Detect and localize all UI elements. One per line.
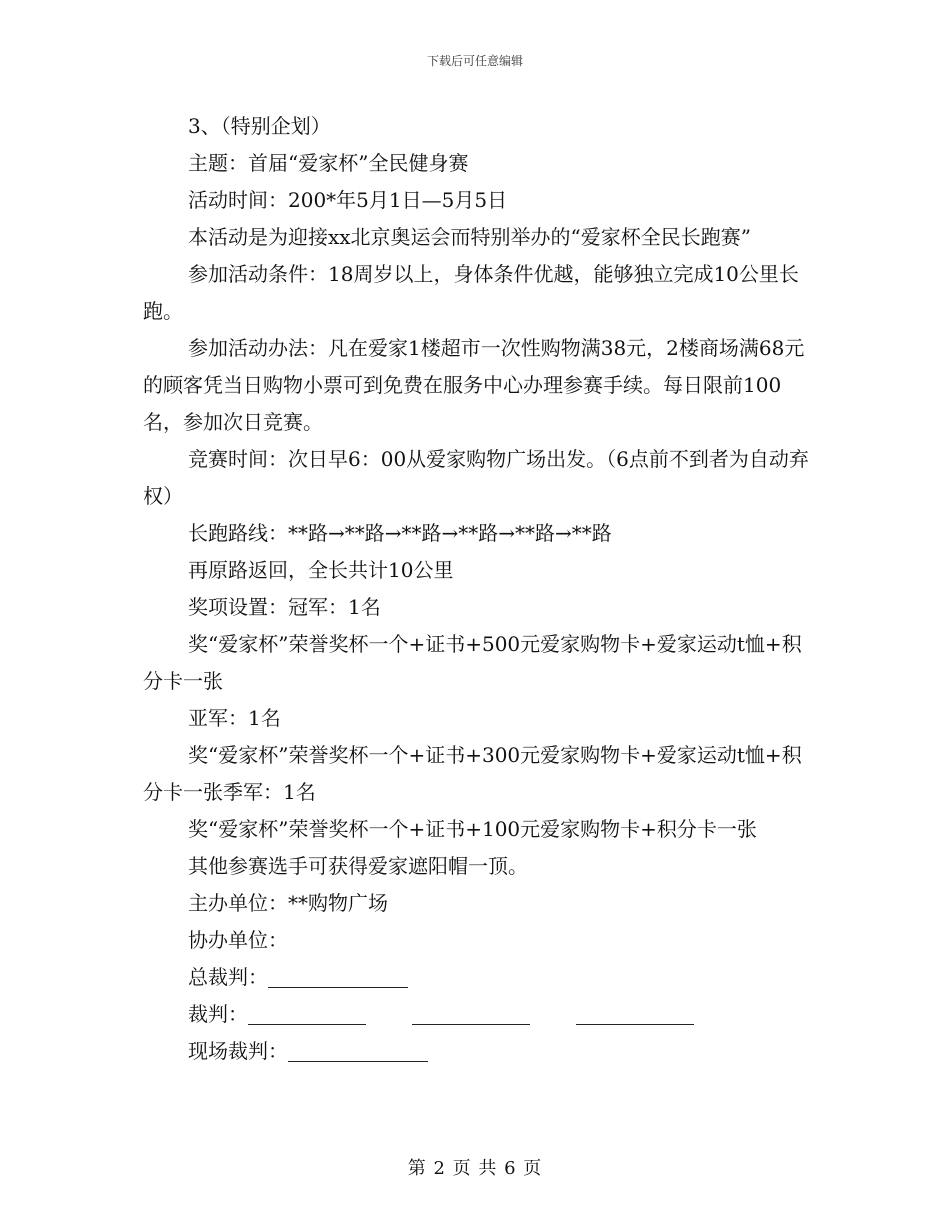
- return-route-line: 再原路返回，全长共计10公里: [188, 558, 454, 582]
- referee-label: 裁判：: [188, 1002, 248, 1026]
- organizer-line: 主办单位：**购物广场: [188, 891, 388, 915]
- onsite-referee-blank: [288, 1039, 428, 1062]
- referee-blank-2: [412, 1002, 530, 1025]
- referee-blank-1: [248, 1002, 366, 1025]
- other-participants-line: 其他参赛选手可获得爱家遮阳帽一顶。: [188, 854, 528, 878]
- referee-line: [143, 996, 813, 1033]
- onsite-referee-label: 现场裁判：: [188, 1039, 288, 1063]
- section-heading: 3、（特别企划）: [188, 114, 331, 138]
- co-organizer-line: 协办单位：: [188, 928, 288, 952]
- event-purpose-paragraph: 本活动是为迎接xx北京奥运会而特别举办的“爱家杯全民长跑赛”: [188, 225, 752, 249]
- theme-line: 主题：首届“爱家杯”全民健身赛: [188, 151, 469, 175]
- awards-champion-line: 奖项设置：冠军：1名: [188, 595, 381, 619]
- race-time-paragraph: 竞赛时间：次日早6：00从爱家购物广场出发。（6点前不到者为自动弃权）: [143, 447, 809, 508]
- document-body: [143, 108, 813, 1070]
- eligibility-paragraph: 参加活动条件：18周岁以上，身体条件优越，能够独立完成10公里长跑。: [143, 262, 799, 323]
- referee-blank-3: [576, 1002, 694, 1025]
- participation-method-paragraph: 参加活动办法：凡在爱家1楼超市一次性购物满38元，2楼商场满68元的顾客凭当日购物小票可到免费在服务中心办理参赛手续。每日限前100名，参加次日竞赛。: [143, 336, 805, 434]
- onsite-referee-line: [143, 1033, 813, 1070]
- chief-referee-label: 总裁判：: [188, 965, 268, 989]
- chief-referee-line: [143, 959, 813, 996]
- runner-up-prize-paragraph: 奖“爱家杯”荣誉奖杯一个+证书+300元爱家购物卡+爱家运动t恤+积分卡一张季军：1名: [143, 743, 802, 804]
- third-place-prize-line: 奖“爱家杯”荣誉奖杯一个+证书+100元爱家购物卡+积分卡一张: [188, 817, 757, 841]
- champion-prize-paragraph: 奖“爱家杯”荣誉奖杯一个+证书+500元爱家购物卡+爱家运动t恤+积分卡一张: [143, 632, 802, 693]
- route-line: 长跑路线：**路→**路→**路→**路→**路→**路: [188, 521, 612, 545]
- event-time-line: 活动时间：200*年5月1日—5月5日: [188, 188, 508, 212]
- page-header: 下载后可任意编辑: [426, 54, 523, 68]
- chief-referee-blank: [268, 965, 408, 988]
- page-number-footer: 第 2 页 共 6 页: [407, 1158, 543, 1179]
- runner-up-line: 亚军：1名: [188, 706, 281, 730]
